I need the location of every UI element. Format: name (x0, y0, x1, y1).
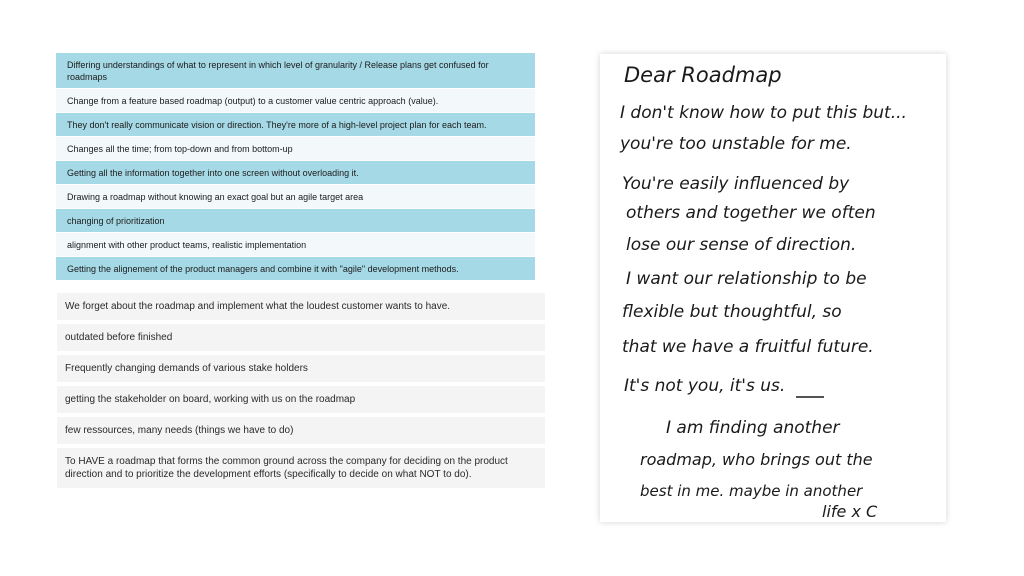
table-row: Change from a feature based roadmap (output) to a customer value centric approach (value). (56, 89, 535, 112)
table-row: They don't really communicate vision or direction. They're more of a high-level project plan for each team. (56, 113, 535, 136)
letter-greeting: Dear Roadmap (624, 63, 782, 87)
table-row: changing of prioritization (56, 209, 535, 232)
list-item: few ressources, many needs (things we have to do) (57, 417, 545, 444)
letter-line: It's not you, it's us. (624, 376, 786, 396)
letter-signature: life x C (822, 502, 878, 521)
table-row: Changes all the time; from top-down and from bottom-up (56, 137, 535, 160)
letter-line: I want our relationship to be (626, 269, 867, 289)
table-row: alignment with other product teams, realistic implementation (56, 233, 535, 256)
letter-line: others and together we often (626, 203, 876, 223)
table-row: Differing understandings of what to represent in which level of granularity / Release plans get confused for roadmaps (56, 53, 535, 88)
list-item: To HAVE a roadmap that forms the common ground across the company for deciding on the product direction and to prioritize the development efforts (specifically to decide on what NOT to do). (57, 448, 545, 488)
table-row: Getting the alignement of the product managers and combine it with "agile" development methods. (56, 257, 535, 280)
letter-canvas (600, 54, 946, 522)
comments-list (57, 293, 545, 492)
list-item: outdated before finished (57, 324, 545, 351)
letter-line: I am finding another (666, 418, 840, 438)
letter-line: best in me. maybe in another (640, 482, 863, 500)
letter-line: you're too unstable for me. (620, 134, 852, 154)
letter-line: roadmap, who brings out the (640, 450, 873, 469)
letter-line: You're easily influenced by (622, 174, 850, 194)
table-row: Getting all the information together into one screen without overloading it. (56, 161, 535, 184)
list-item: We forget about the roadmap and implement what the loudest customer wants to have. (57, 293, 545, 320)
challenges-table (56, 53, 535, 281)
table-row: Drawing a roadmap without knowing an exact goal but an agile target area (56, 185, 535, 208)
letter-line: flexible but thoughtful, so (622, 302, 842, 322)
letter-line: lose our sense of direction. (626, 235, 857, 255)
list-item: Frequently changing demands of various stake holders (57, 355, 545, 382)
list-item: getting the stakeholder on board, working with us on the roadmap (57, 386, 545, 413)
letter-line: that we have a fruitful future. (622, 337, 874, 357)
letter-line: I don't know how to put this but... (620, 103, 907, 123)
handwritten-letter (600, 54, 946, 522)
